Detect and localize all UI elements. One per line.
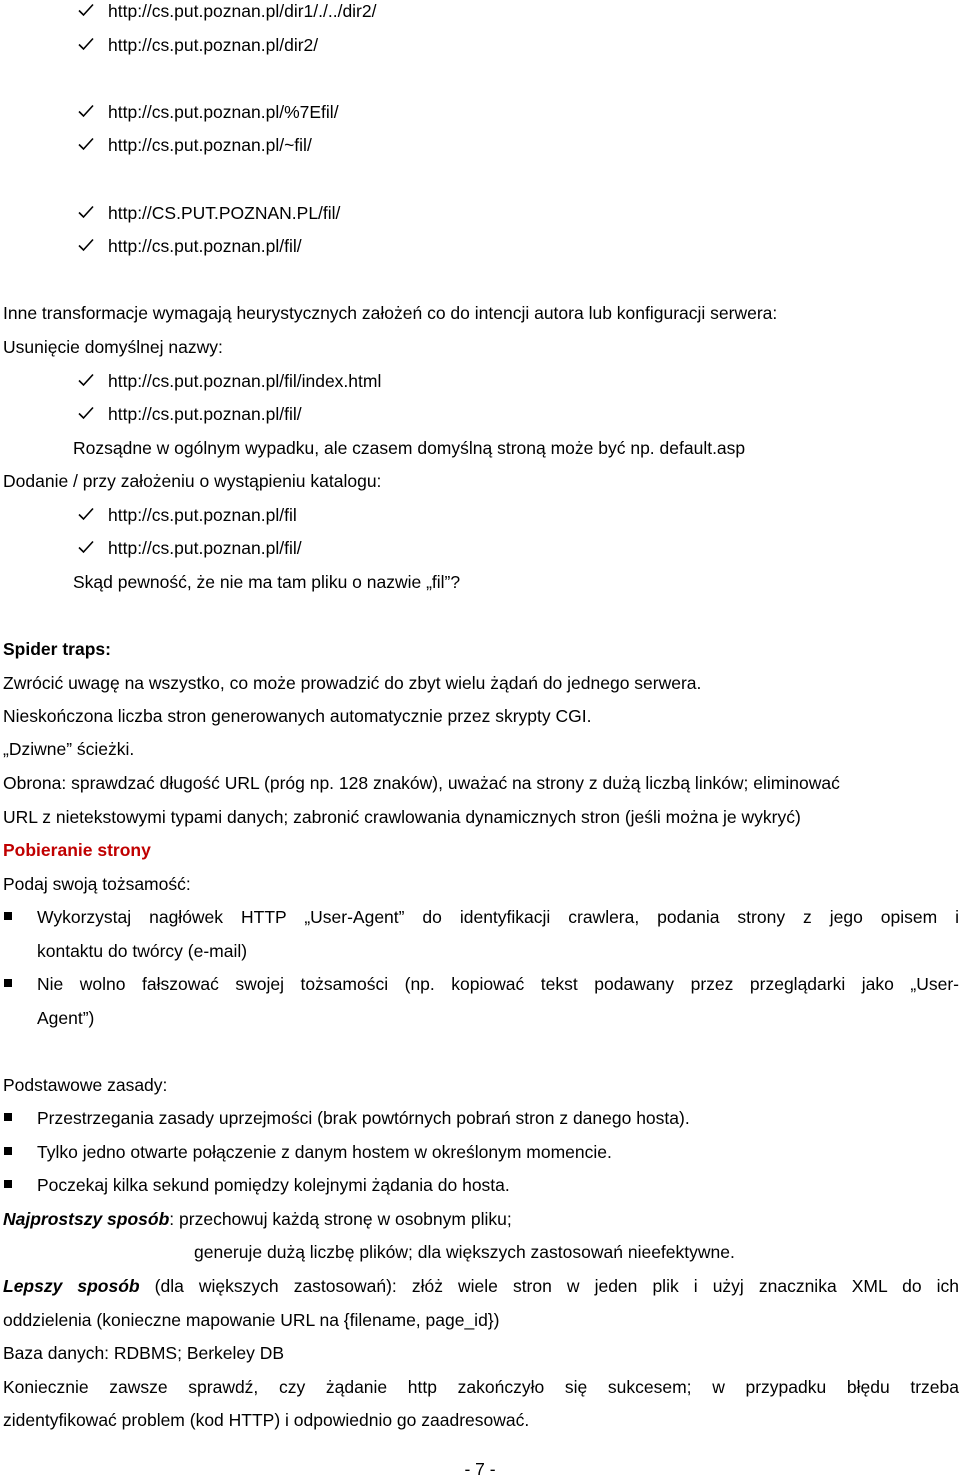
identity-bullet-cont: Agent”)	[37, 1008, 95, 1028]
defense-line: URL z nietekstowymi typami danych; zabronić crawlowania dynamicznych stron (jeśli można je wykryć)	[3, 807, 801, 827]
url-item: http://cs.put.poznan.pl/fil/	[108, 236, 302, 256]
bullet-square-icon	[4, 979, 12, 987]
simplest-text: : przechowuj każdą stronę w osobnym pliku;	[169, 1209, 512, 1229]
checkmark-icon	[78, 370, 96, 392]
url-item: http://cs.put.poznan.pl/fil	[108, 505, 297, 525]
section-heading: Pobieranie strony	[3, 840, 151, 860]
defense-line: Obrona: sprawdzać długość URL (próg np. 128 znaków), uważać na strony z dużą liczbą linków; eliminować	[3, 773, 840, 793]
bullet-square-icon	[4, 912, 12, 920]
checkmark-icon	[78, 537, 96, 559]
url-item: http://cs.put.poznan.pl/%7Efil/	[108, 102, 339, 122]
bullet-square-icon	[4, 1113, 12, 1121]
rules-heading: Podstawowe zasady:	[3, 1075, 168, 1095]
identity-bullet: Wykorzystaj nagłówek HTTP „User-Agent” do identyfikacji crawlera, podania strony z jego opisem i	[37, 907, 959, 927]
simplest-cont: generuje dużą liczbę plików; dla większych zastosowań nieefektywne.	[194, 1242, 735, 1262]
check-line: Koniecznie zawsze sprawdź, czy żądanie http zakończyło się sukcesem; w przypadku błędu trzeba	[3, 1377, 959, 1397]
checkmark-icon	[78, 202, 96, 224]
dir-heading: Dodanie / przy założeniu o wystąpieniu katalogu:	[3, 471, 382, 491]
better-line	[3, 1275, 959, 1297]
bullet-square-icon	[4, 1147, 12, 1155]
identity-bullet-cont: kontaktu do twórcy (e-mail)	[37, 941, 248, 961]
url-item: http://cs.put.poznan.pl/fil/	[108, 404, 302, 424]
bullet-square-icon	[4, 1180, 12, 1188]
dir-note: Skąd pewność, że nie ma tam pliku o nazwie „fil”?	[73, 572, 461, 592]
rule-item: Przestrzegania zasady uprzejmości (brak powtórnych pobrań stron z danego hosta).	[37, 1108, 690, 1128]
spider-line: Nieskończona liczba stron generowanych automatycznie przez skrypty CGI.	[3, 706, 592, 726]
identity-heading: Podaj swoją tożsamość:	[3, 874, 191, 894]
identity-bullet: Nie wolno fałszować swojej tożsamości (np. kopiować tekst podawany przez przeglądarki jako „User-	[37, 974, 959, 994]
url-item: http://cs.put.poznan.pl/dir2/	[108, 35, 319, 55]
simplest-line	[3, 1208, 512, 1230]
spider-line: Zwrócić uwagę na wszystko, co może prowadzić do zbyt wielu żądań do jednego serwera.	[3, 673, 702, 693]
spider-traps-heading: Spider traps:	[3, 639, 111, 659]
spider-line: „Dziwne” ścieżki.	[3, 739, 135, 759]
default-name-note: Rozsądne w ogólnym wypadku, ale czasem domyślną stroną może być np. default.asp	[73, 438, 746, 458]
checkmark-icon	[78, 504, 96, 526]
url-item: http://cs.put.poznan.pl/fil/index.html	[108, 371, 382, 391]
rule-item: Poczekaj kilka sekund pomiędzy kolejnymi żądania do hosta.	[37, 1175, 510, 1195]
page-number: - 7 -	[464, 1459, 496, 1479]
default-name-heading: Usunięcie domyślnej nazwy:	[3, 337, 223, 357]
url-item: http://cs.put.poznan.pl/fil/	[108, 538, 302, 558]
heuristics-intro: Inne transformacje wymagają heurystycznych założeń co do intencji autora lub konfiguracji serwera:	[3, 303, 778, 323]
checkmark-icon	[78, 134, 96, 156]
better-text: (dla większych zastosowań): złóż wiele stron w jeden plik i użyj znacznika XML do ich	[154, 1276, 959, 1296]
checkmark-icon	[78, 235, 96, 257]
url-item: http://cs.put.poznan.pl/dir1/./../dir2/	[108, 1, 377, 21]
checkmark-icon	[78, 403, 96, 425]
checkmark-icon	[78, 101, 96, 123]
checkmark-icon	[78, 0, 96, 22]
url-item: http://CS.PUT.POZNAN.PL/fil/	[108, 203, 341, 223]
better-line-cont: oddzielenia (konieczne mapowanie URL na {filename, page_id})	[3, 1310, 500, 1330]
url-item: http://cs.put.poznan.pl/~fil/	[108, 135, 312, 155]
check-line-cont: zidentyfikować problem (kod HTTP) i odpowiednio go zaadresować.	[3, 1410, 530, 1430]
checkmark-icon	[78, 34, 96, 56]
database-line: Baza danych: RDBMS; Berkeley DB	[3, 1343, 285, 1363]
better-label: Lepszy sposób	[3, 1276, 140, 1296]
simplest-label: Najprostszy sposób	[3, 1209, 170, 1229]
rule-item: Tylko jedno otwarte połączenie z danym hostem w określonym momencie.	[37, 1142, 612, 1162]
